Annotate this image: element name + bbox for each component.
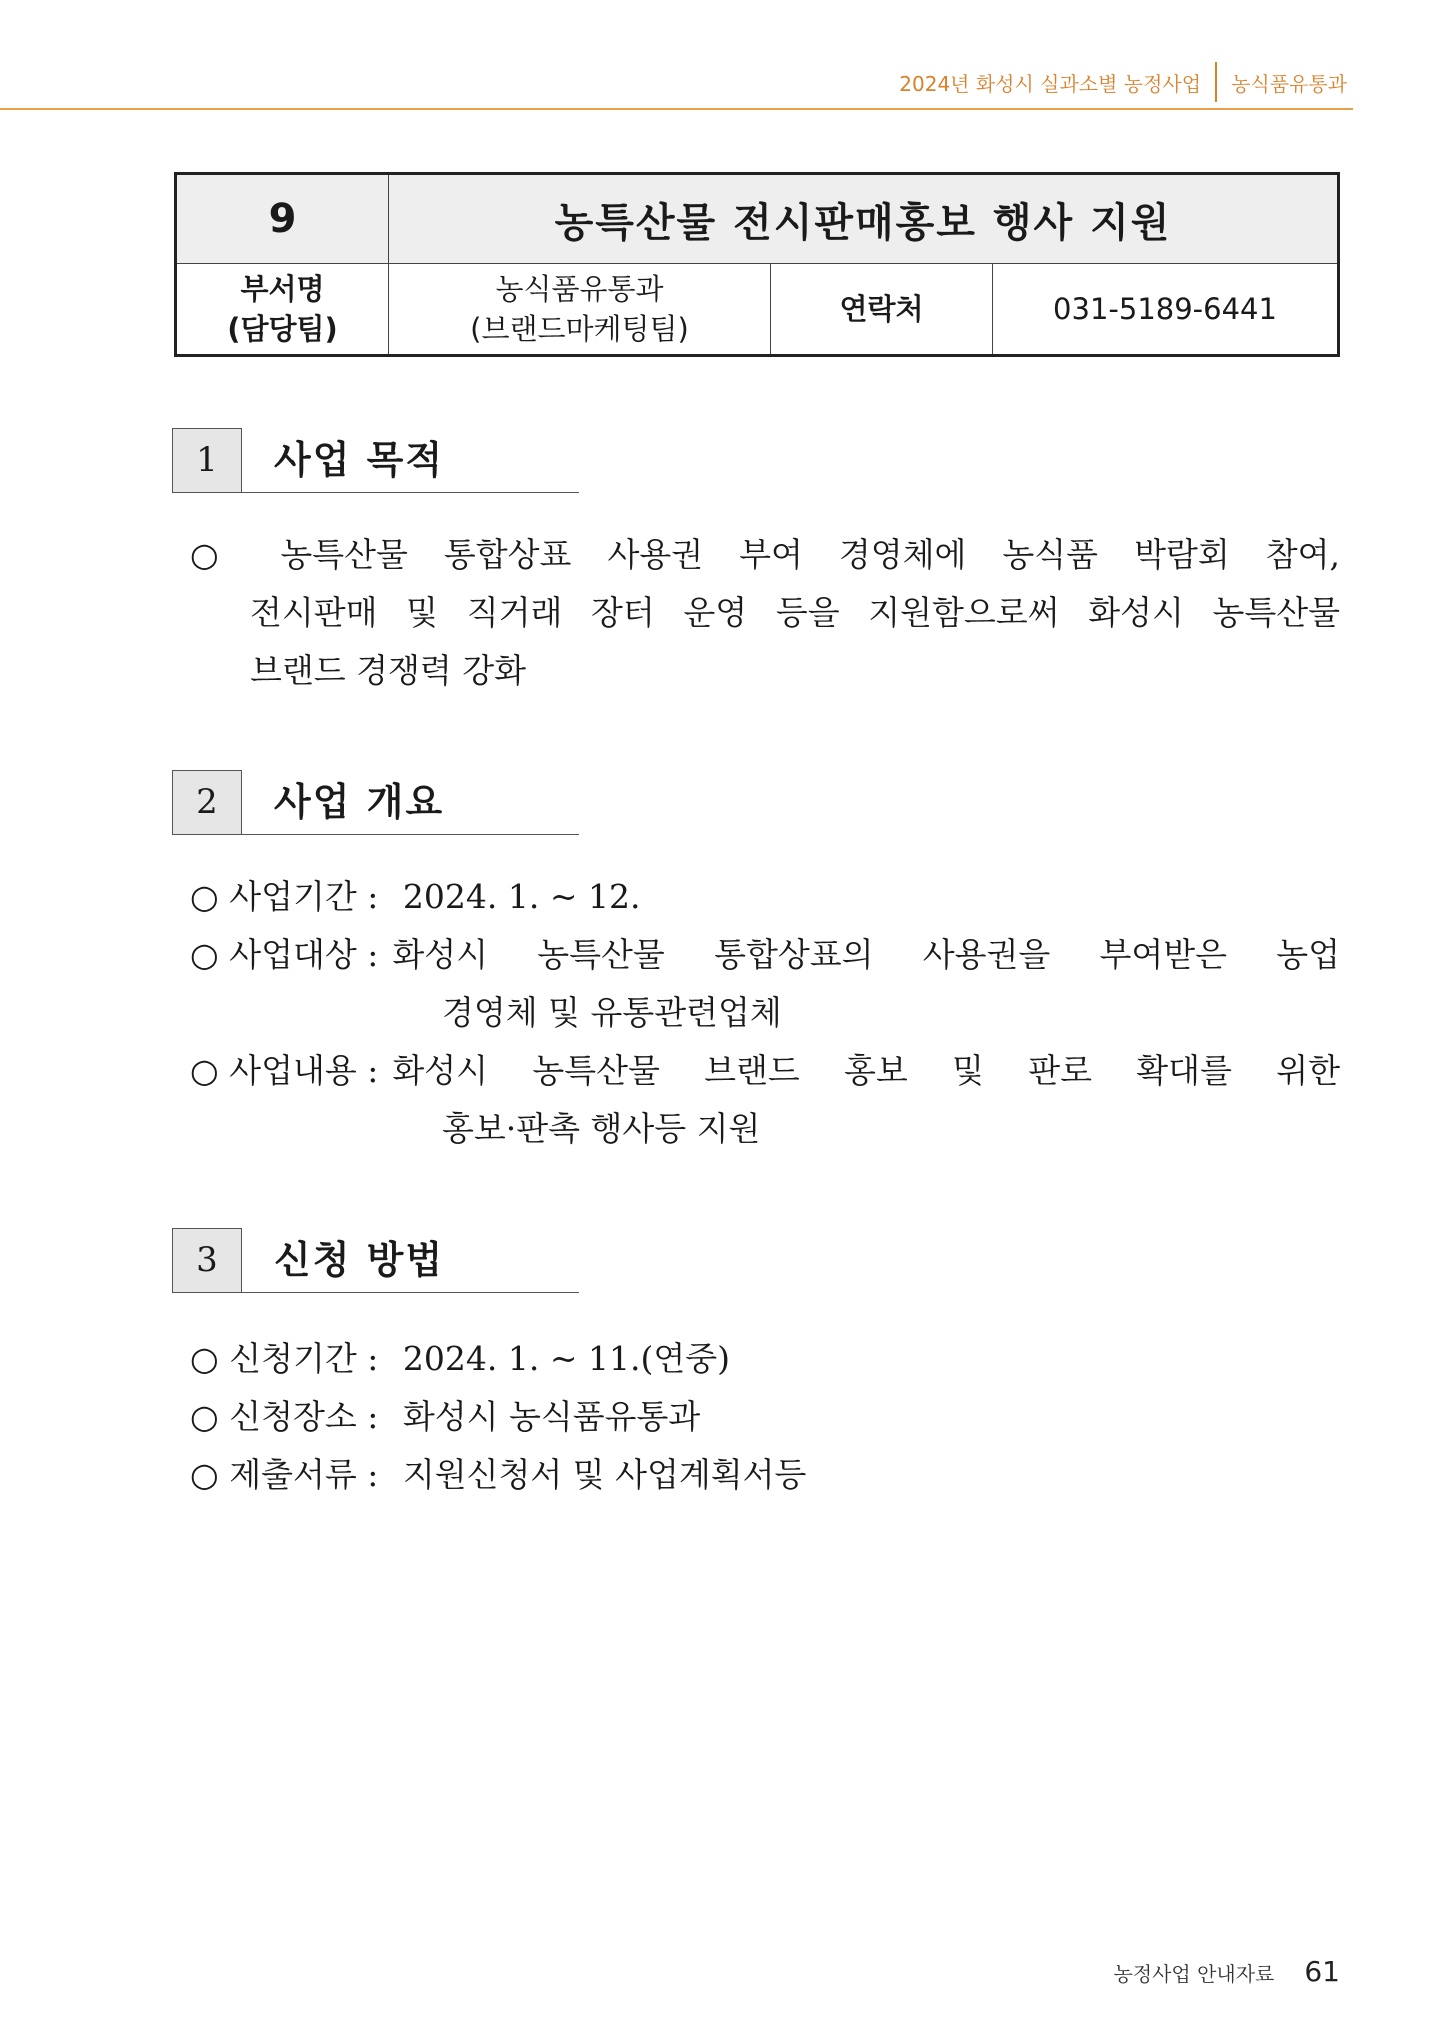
section-2-body (190, 868, 1340, 1158)
section-number: 3 (172, 1228, 242, 1293)
dept-label-line-1: 부서명 (240, 272, 325, 306)
program-number: 9 (176, 174, 389, 264)
item-label: ○ 신청기간 : (190, 1339, 379, 1378)
section-underline (240, 834, 579, 835)
dept-value (389, 264, 771, 356)
section-number: 1 (172, 428, 242, 493)
item-label: ○ 사업기간 : (190, 877, 379, 916)
page-number: 61 (1304, 1955, 1340, 1988)
contact-label: 연락처 (771, 264, 993, 356)
item-text: 화성시 농특산물 통합상표의 사용권을 부여받은 농업 (392, 935, 1340, 974)
list-item (190, 1388, 1340, 1446)
section-title: 사업 목적 (274, 438, 445, 482)
program-title: 농특산물 전시판매홍보 행사 지원 (389, 174, 1339, 264)
list-item (190, 1042, 1340, 1100)
list-item-continuation: 홍보·판촉 행사등 지원 (442, 1109, 761, 1148)
section-number: 2 (172, 770, 242, 835)
page-footer (1113, 1955, 1340, 1988)
section-title: 사업 개요 (274, 780, 445, 824)
program-info-table (174, 172, 1340, 357)
footer-label: 농정사업 안내자료 (1113, 1962, 1275, 1986)
item-text: 2024. 1. ~ 12. (402, 877, 641, 916)
purpose-line-3: 브랜드 경쟁력 강화 (250, 651, 527, 690)
dept-value-line-1: 농식품유통과 (495, 272, 664, 306)
header-department: 농식품유통과 (1231, 71, 1347, 96)
page-header (0, 0, 1353, 110)
section-underline (240, 1292, 579, 1293)
header-separator (1215, 62, 1217, 102)
item-label: ○ 신청장소 : (190, 1397, 379, 1436)
section-2-heading (172, 770, 579, 835)
item-text: 화성시 농특산물 브랜드 홍보 및 판로 확대를 위한 (392, 1051, 1340, 1090)
section-title: 신청 방법 (274, 1238, 445, 1282)
header-document-title: 2024년 화성시 실과소별 농정사업 (899, 71, 1202, 96)
dept-label (176, 264, 389, 356)
item-text: 화성시 농식품유통과 (402, 1397, 701, 1436)
item-text: 2024. 1. ~ 11.(연중) (402, 1339, 730, 1378)
purpose-line-2: 전시판매 및 직거래 장터 운영 등을 지원함으로써 화성시 농특산물 (250, 593, 1340, 632)
section-1-body (190, 526, 1340, 700)
item-label: ○ 제출서류 : (190, 1455, 379, 1494)
section-1-heading (172, 428, 579, 493)
item-text: 지원신청서 및 사업계획서등 (402, 1455, 807, 1494)
dept-value-line-2: (브랜드마케팅팀) (470, 312, 689, 346)
header-text (899, 62, 1347, 102)
contact-value: 031-5189-6441 (993, 264, 1339, 356)
list-item (190, 1330, 1340, 1388)
dept-label-line-2: (담당팀) (227, 312, 338, 346)
section-3-body (190, 1330, 1340, 1504)
item-label: ○ 사업대상 : (190, 935, 379, 974)
list-item (190, 926, 1340, 984)
section-underline (240, 492, 579, 493)
section-3-heading (172, 1228, 579, 1293)
list-item (190, 868, 1340, 926)
list-item-continuation: 경영체 및 유통관련업체 (442, 993, 782, 1032)
list-item (190, 1446, 1340, 1504)
item-label: ○ 사업내용 : (190, 1051, 379, 1090)
purpose-line-1: ○ 농특산물 통합상표 사용권 부여 경영체에 농식품 박람회 참여, (190, 535, 1340, 574)
